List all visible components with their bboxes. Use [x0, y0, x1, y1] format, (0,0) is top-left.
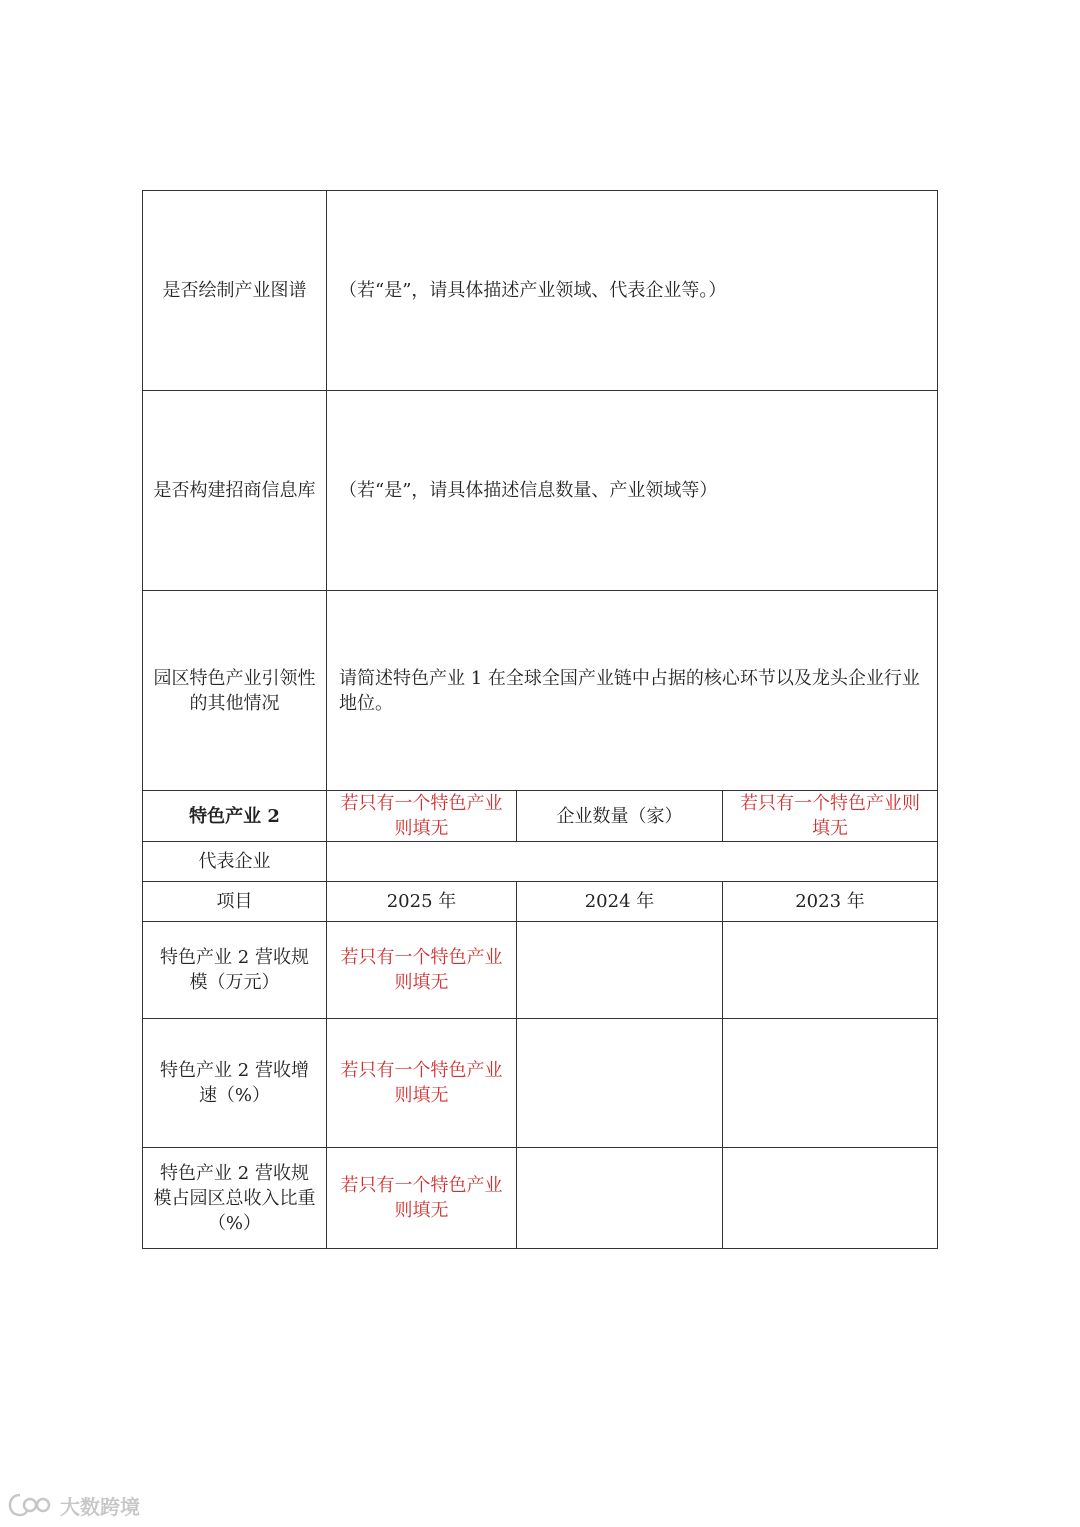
enterprise-count-field[interactable]: 若只有一个特色产业则填无	[723, 791, 938, 842]
row-revenue	[143, 922, 938, 1019]
row-growth	[143, 1019, 938, 1148]
growth-2025-field[interactable]: 若只有一个特色产业则填无	[327, 1019, 517, 1148]
header-item: 项目	[143, 882, 327, 922]
investment-db-field[interactable]: （若“是”，请具体描述信息数量、产业领域等）	[327, 391, 938, 591]
watermark-text: 大数跨境	[60, 1494, 140, 1519]
row-leading-other	[143, 591, 938, 791]
industry-map-label: 是否绘制产业图谱	[143, 191, 327, 391]
share-2024-field[interactable]	[517, 1148, 723, 1249]
leading-other-label: 园区特色产业引领性的其他情况	[143, 591, 327, 791]
header-2023: 2023 年	[723, 882, 938, 922]
share-2025-field[interactable]: 若只有一个特色产业则填无	[327, 1148, 517, 1249]
leading-other-field[interactable]: 请简述特色产业 1 在全球全国产业链中占据的核心环节以及龙头企业行业地位。	[327, 591, 938, 791]
revenue-2024-field[interactable]	[517, 922, 723, 1019]
revenue-2025-field[interactable]: 若只有一个特色产业则填无	[327, 922, 517, 1019]
header-2024: 2024 年	[517, 882, 723, 922]
watermark	[8, 1490, 140, 1520]
rep-enterprise-label: 代表企业	[143, 842, 327, 882]
application-form-table	[142, 190, 938, 1249]
row-investment-db	[143, 391, 938, 591]
investment-db-label: 是否构建招商信息库	[143, 391, 327, 591]
growth-label: 特色产业 2 营收增速（%）	[143, 1019, 327, 1148]
rep-enterprise-field[interactable]	[327, 842, 938, 882]
enterprise-count-label: 企业数量（家）	[517, 791, 723, 842]
industry2-value-field[interactable]: 若只有一个特色产业则填无	[327, 791, 517, 842]
chat-bubbles-logo-icon	[8, 1492, 54, 1518]
revenue-label: 特色产业 2 营收规模（万元）	[143, 922, 327, 1019]
growth-2024-field[interactable]	[517, 1019, 723, 1148]
row-share	[143, 1148, 938, 1249]
share-label: 特色产业 2 营收规模占园区总收入比重（%）	[143, 1148, 327, 1249]
header-2025: 2025 年	[327, 882, 517, 922]
share-2023-field[interactable]	[723, 1148, 938, 1249]
industry-map-field[interactable]: （若“是”，请具体描述产业领域、代表企业等。）	[327, 191, 938, 391]
growth-2023-field[interactable]	[723, 1019, 938, 1148]
row-rep-enterprise	[143, 842, 938, 882]
row-industry-map	[143, 191, 938, 391]
industry2-label: 特色产业 2	[143, 791, 327, 842]
revenue-2023-field[interactable]	[723, 922, 938, 1019]
row-industry2	[143, 791, 938, 842]
row-year-header	[143, 882, 938, 922]
